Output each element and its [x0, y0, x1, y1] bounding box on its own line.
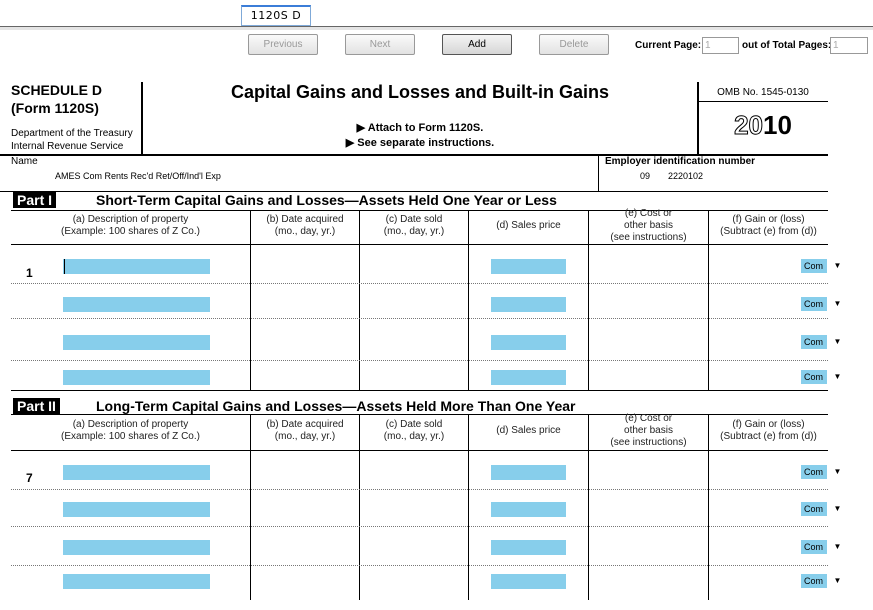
col-b-line2: (mo., day, yr.)	[274, 226, 336, 237]
current-page-input[interactable]: 1	[702, 37, 739, 54]
chevron-down-icon[interactable]: ▼	[833, 372, 842, 381]
part1-title: Short-Term Capital Gains and Losses—Assets Held One Year or Less	[96, 192, 557, 208]
tab-strip	[0, 0, 873, 27]
chevron-down-icon[interactable]: ▼	[833, 337, 842, 346]
chevron-down-icon[interactable]: ▼	[833, 299, 842, 308]
col-e-line2: other basis	[624, 220, 673, 231]
p1-col-divider	[468, 210, 469, 390]
p1-col-a-header	[11, 214, 250, 238]
p2-col-divider	[468, 414, 469, 600]
gain-loss-select-value: Com	[801, 335, 827, 349]
p1-col-d-header: (d) Sales price	[496, 220, 561, 231]
p1-col-divider	[708, 210, 709, 390]
p2-row-separator	[11, 526, 828, 527]
part1-tag: Part I	[13, 192, 56, 208]
p1-gain-loss-select[interactable]	[801, 335, 845, 349]
col-e-line3: (see instructions)	[610, 437, 687, 448]
p1-row-separator	[11, 360, 828, 361]
p2-gain-loss-select[interactable]	[801, 574, 845, 588]
p1-description-input[interactable]	[63, 297, 210, 312]
chevron-down-icon[interactable]: ▼	[833, 576, 842, 585]
col-c-line2: (mo., day, yr.)	[383, 431, 445, 442]
tab-1120s-d[interactable]: 1120S D	[241, 5, 311, 26]
col-a-line1: (a) Description of property	[72, 419, 189, 430]
p1-gain-loss-select[interactable]	[801, 370, 845, 384]
p2-line-number: 7	[26, 471, 33, 485]
col-a-line1: (a) Description of property	[72, 214, 189, 225]
ein-prefix: 09	[640, 171, 651, 181]
col-c-line1: (c) Date sold	[385, 419, 443, 430]
name-label: Name	[11, 156, 38, 167]
p1-gain-loss-select[interactable]	[801, 259, 845, 273]
part2-title: Long-Term Capital Gains and Losses—Assets Held More Than One Year	[96, 398, 576, 414]
col-a-line2: (Example: 100 shares of Z Co.)	[61, 431, 200, 442]
col-b-line2: (mo., day, yr.)	[274, 431, 336, 442]
gain-loss-select-value: Com	[801, 540, 827, 554]
p2-description-input[interactable]	[63, 465, 210, 480]
part2-top-rule	[11, 390, 828, 391]
current-page-label: Current Page:	[635, 40, 702, 51]
col-f-line1: (f) Gain or (loss)	[732, 214, 805, 225]
tax-year	[699, 110, 827, 141]
p2-description-input[interactable]	[63, 502, 210, 517]
p2-sales-price-input[interactable]	[491, 465, 566, 480]
p1-row-separator	[11, 283, 828, 284]
omb-number: OMB No. 1545-0130	[717, 87, 809, 98]
p1-description-input[interactable]	[63, 335, 210, 350]
p2-col-b-header	[251, 419, 359, 443]
p2-col-c-header	[360, 419, 468, 443]
delete-button[interactable]: Delete	[539, 34, 609, 55]
previous-button[interactable]: Previous	[248, 34, 318, 55]
p2-col-a-header	[11, 419, 250, 443]
p1-gain-loss-select[interactable]	[801, 297, 845, 311]
ein-value: 2220102	[668, 171, 704, 181]
p1-col-divider	[359, 210, 360, 390]
irs-label: Internal Revenue Service	[11, 141, 124, 152]
p1-col-e-header	[589, 208, 708, 244]
name-value: AMES Com Rents Rec'd Ret/Off/Ind'l Exp	[55, 171, 221, 181]
add-button[interactable]: Add	[442, 34, 512, 55]
p2-row-separator	[11, 489, 828, 490]
schedule-title: SCHEDULE D	[11, 82, 103, 98]
col-f-line2: (Subtract (e) from (d))	[720, 226, 817, 237]
chevron-down-icon[interactable]: ▼	[833, 504, 842, 513]
p2-gain-loss-select[interactable]	[801, 465, 845, 479]
p2-col-divider	[708, 414, 709, 600]
col-e-line1: (e) Cost or	[624, 413, 673, 424]
p1-sales-price-input[interactable]	[491, 259, 566, 274]
total-pages-input: 1	[830, 37, 868, 54]
p2-sales-price-input[interactable]	[491, 574, 566, 589]
part2-tag: Part II	[13, 398, 60, 414]
p1-row-separator	[11, 318, 828, 319]
ein-divider	[598, 156, 599, 191]
chevron-down-icon[interactable]: ▼	[833, 542, 842, 551]
tax-year-prefix: 20	[734, 110, 763, 140]
p2-col-divider	[250, 414, 251, 600]
p2-gain-loss-select[interactable]	[801, 502, 845, 516]
p2-header-rule	[11, 450, 828, 451]
p2-gain-loss-select[interactable]	[801, 540, 845, 554]
col-e-line3: (see instructions)	[610, 232, 687, 243]
col-a-line2: (Example: 100 shares of Z Co.)	[61, 226, 200, 237]
attach-note: ▶ Attach to Form 1120S.	[356, 122, 484, 134]
col-f-line1: (f) Gain or (loss)	[732, 419, 805, 430]
col-b-line1: (b) Date acquired	[266, 214, 344, 225]
col-c-line2: (mo., day, yr.)	[383, 226, 445, 237]
col-b-line1: (b) Date acquired	[266, 419, 344, 430]
p1-line-number: 1	[26, 266, 33, 280]
p1-description-input[interactable]	[63, 370, 210, 385]
p2-col-divider	[359, 414, 360, 600]
p1-col-divider	[250, 210, 251, 390]
form-title: Capital Gains and Losses and Built-in Gains	[230, 82, 610, 102]
ein-label: Employer identification number	[605, 156, 756, 167]
col-f-line2: (Subtract (e) from (d))	[720, 431, 817, 442]
tax-year-suffix: 10	[763, 110, 792, 140]
p1-sales-price-input[interactable]	[491, 297, 566, 312]
p1-col-c-header	[360, 214, 468, 238]
tab-divider	[0, 27, 873, 30]
col-c-line1: (c) Date sold	[385, 214, 443, 225]
gain-loss-select-value: Com	[801, 502, 827, 516]
p2-description-input[interactable]	[63, 574, 210, 589]
col-e-line2: other basis	[624, 425, 673, 436]
p1-description-input[interactable]	[63, 259, 210, 274]
p2-description-input[interactable]	[63, 540, 210, 555]
gain-loss-select-value: Com	[801, 574, 827, 588]
gain-loss-select-value: Com	[801, 465, 827, 479]
p1-sales-price-input[interactable]	[491, 370, 566, 385]
p2-col-e-header	[589, 413, 708, 449]
p1-col-f-header	[709, 214, 828, 238]
p2-col-d-header: (d) Sales price	[496, 425, 561, 436]
text-cursor	[64, 259, 65, 274]
form-number: (Form 1120S)	[11, 100, 99, 116]
gain-loss-select-value: Com	[801, 297, 827, 311]
p2-col-divider	[588, 414, 589, 600]
p2-row-separator	[11, 565, 828, 566]
gain-loss-select-value: Com	[801, 259, 827, 273]
total-pages-label: out of Total Pages:	[742, 40, 832, 51]
next-button[interactable]: Next	[345, 34, 415, 55]
p2-col-f-header	[709, 419, 828, 443]
p1-col-b-header	[251, 214, 359, 238]
p2-sales-price-input[interactable]	[491, 540, 566, 555]
p1-header-rule	[11, 244, 828, 245]
gain-loss-select-value: Com	[801, 370, 827, 384]
chevron-down-icon[interactable]: ▼	[833, 261, 842, 270]
dept-treasury: Department of the Treasury	[11, 128, 133, 139]
chevron-down-icon[interactable]: ▼	[833, 467, 842, 476]
omb-underline	[699, 101, 828, 102]
col-e-line1: (e) Cost or	[624, 208, 673, 219]
instructions-note: ▶ See separate instructions.	[345, 137, 495, 149]
p1-sales-price-input[interactable]	[491, 335, 566, 350]
p2-sales-price-input[interactable]	[491, 502, 566, 517]
p1-col-divider	[588, 210, 589, 390]
